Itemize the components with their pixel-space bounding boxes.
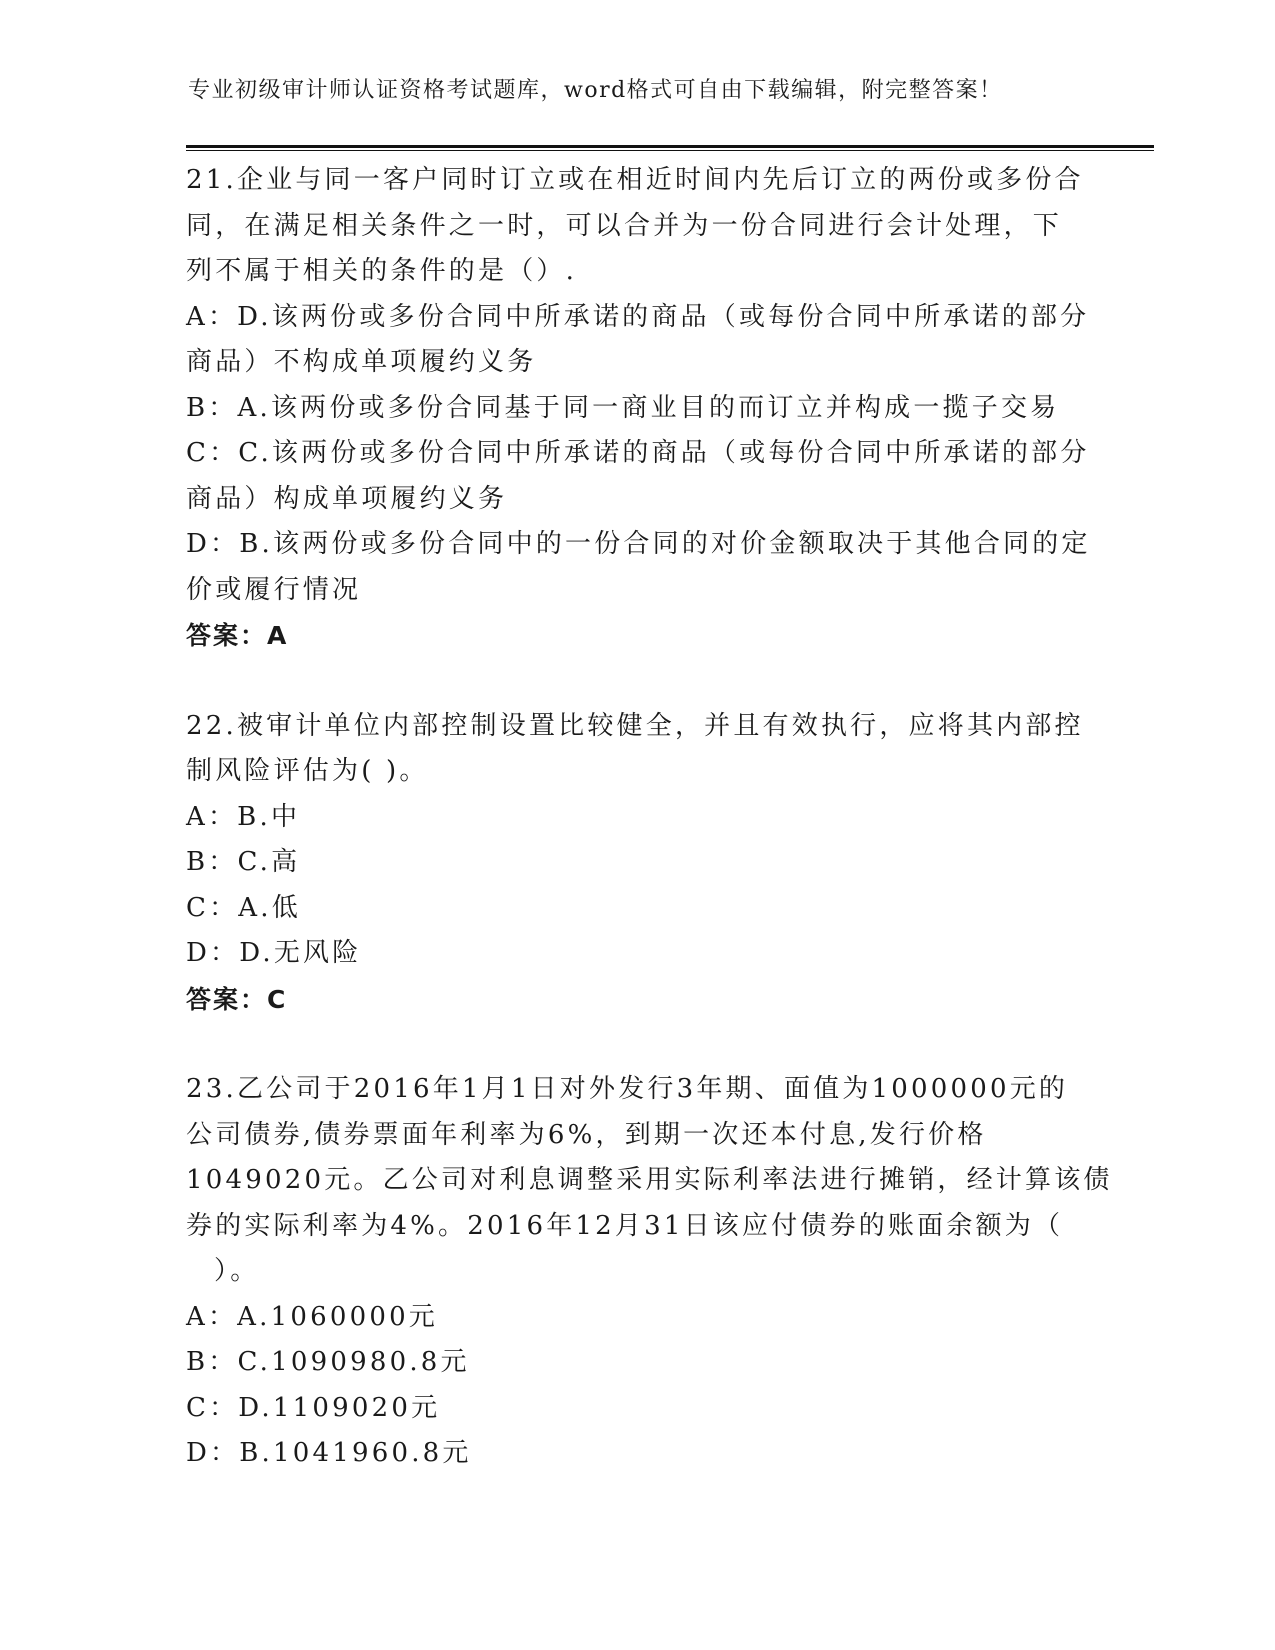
question-stem-line: 21.企业与同一客户同时订立或在相近时间内先后订立的两份或多份合 [186, 165, 1084, 195]
option-b: B：C.1090980.8元 [186, 1347, 470, 1377]
option-c-continued: 商品）构成单项履约义务 [186, 483, 508, 514]
option-a: A：B.中 [186, 801, 301, 832]
option-c: C：A.低 [186, 892, 301, 923]
option-d: D：D.无风险 [186, 938, 362, 968]
question-stem-line: 同，在满足相关条件之一时，可以合并为一份合同进行会计处理，下 [186, 210, 1063, 241]
question-stem-line: 22.被审计单位内部控制设置比较健全，并且有效执行，应将其内部控 [186, 710, 1084, 741]
option-a-continued: 商品）不构成单项履约义务 [186, 347, 537, 377]
answer-22: 答案：C [186, 984, 288, 1014]
option-d: D：B.1041960.8元 [186, 1438, 472, 1468]
question-stem-line: 1049020元。乙公司对利息调整采用实际利率法进行摊销，经计算该债 [186, 1165, 1113, 1195]
question-23 [186, 1067, 1113, 1477]
question-list [186, 158, 1113, 1477]
option-c: C：D.1109020元 [186, 1392, 441, 1423]
answer-21: 答案：A [186, 621, 289, 650]
question-21 [186, 158, 1091, 659]
header-rule-thin [186, 150, 1154, 151]
option-a: A：A.1060000元 [186, 1301, 439, 1332]
option-d: D：B.该两份或多份合同中的一份合同的对价金额取决于其他合同的定 [186, 529, 1091, 559]
question-spacer [186, 659, 1086, 704]
option-c: C：C.该两份或多份合同中所承诺的商品（或每份合同中所承诺的部分 [186, 438, 1090, 468]
question-stem-line: 制风险评估为( )。 [186, 756, 429, 786]
question-spacer [186, 1022, 1086, 1067]
option-b: B：A.该两份或多份合同基于同一商业目的而订立并构成一揽子交易 [186, 392, 1060, 423]
question-stem-line: 券的实际利率为4%。2016年12月31日该应付债券的账面余额为（ [186, 1210, 1064, 1241]
page-header: 专业初级审计师认证资格考试题库，word格式可自由下载编辑，附完整答案！ [188, 78, 1003, 103]
question-stem-line: 23.乙公司于2016年1月1日对外发行3年期、面值为1000000元的 [186, 1074, 1069, 1104]
question-22 [186, 704, 1086, 1023]
question-stem-line: ）。 [214, 1256, 260, 1286]
question-stem-line: 列不属于相关的条件的是（）. [186, 256, 578, 286]
option-a: A：D.该两份或多份合同中所承诺的商品（或每份合同中所承诺的部分 [186, 301, 1090, 332]
option-b: B：C.高 [186, 847, 301, 877]
question-stem-line: 公司债券,债券票面年利率为6%，到期一次还本付息,发行价格 [186, 1119, 987, 1150]
option-d-continued: 价或履行情况 [186, 574, 362, 605]
header-rule-thick [186, 145, 1154, 148]
